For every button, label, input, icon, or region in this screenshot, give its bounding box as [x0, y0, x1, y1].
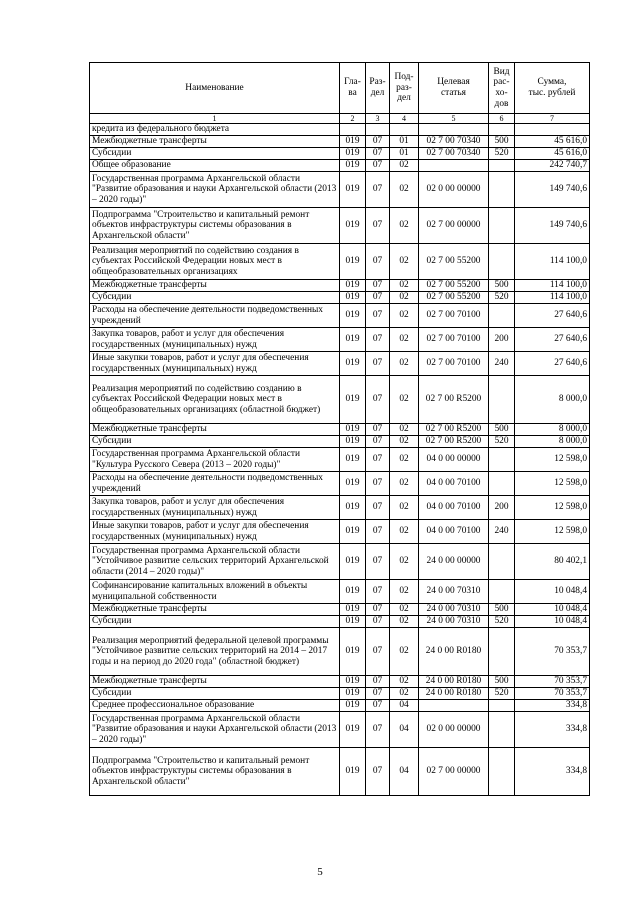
row-razdel-cell: 07	[366, 244, 390, 280]
row-podrazdel-cell: 02	[390, 520, 419, 544]
row-name-cell: Межбюджетные трансферты	[90, 136, 340, 148]
row-podrazdel-cell: 04	[390, 700, 419, 712]
column-number: 3	[366, 114, 390, 124]
table-row	[90, 136, 590, 148]
row-glava-cell: 019	[340, 328, 366, 352]
row-glava-cell: 019	[340, 352, 366, 376]
row-razdel-cell: 07	[366, 436, 390, 448]
row-razdel-cell: 07	[366, 520, 390, 544]
row-target-cell: 02 7 00 R5200	[419, 424, 489, 436]
row-razdel-cell: 07	[366, 136, 390, 148]
row-name-cell: Реализация мероприятий по содействию создания в субъектах Российской Федерации новых мест в общеобразовательных организациях	[90, 244, 340, 280]
row-razdel-cell: 07	[366, 580, 390, 604]
row-razdel-cell: 07	[366, 328, 390, 352]
row-target-cell: 02 0 00 00000	[419, 712, 489, 748]
row-vid-cell	[489, 172, 515, 208]
row-razdel-cell: 07	[366, 424, 390, 436]
row-target-cell: 02 7 00 00000	[419, 748, 489, 796]
row-sum-cell: 114 100,0	[515, 244, 590, 280]
row-name-cell: Межбюджетные трансферты	[90, 280, 340, 292]
row-vid-cell: 500	[489, 136, 515, 148]
row-sum-cell: 149 740,6	[515, 172, 590, 208]
row-glava-cell: 019	[340, 292, 366, 304]
row-vid-cell: 520	[489, 616, 515, 628]
row-podrazdel-cell: 02	[390, 628, 419, 676]
row-vid-cell	[489, 160, 515, 172]
table-row	[90, 616, 590, 628]
row-glava-cell: 019	[340, 160, 366, 172]
row-name-cell: Субсидии	[90, 292, 340, 304]
row-sum-cell: 114 100,0	[515, 292, 590, 304]
table-row	[90, 472, 590, 496]
header-sum: Сумма, тыс. рублей	[515, 63, 590, 114]
row-sum-cell: 334,8	[515, 712, 590, 748]
row-name-cell: Субсидии	[90, 688, 340, 700]
row-razdel-cell: 07	[366, 604, 390, 616]
row-podrazdel-cell: 04	[390, 748, 419, 796]
row-razdel-cell: 07	[366, 688, 390, 700]
table-row	[90, 628, 590, 676]
header-target: Целевая статья	[419, 63, 489, 114]
row-razdel-cell: 07	[366, 748, 390, 796]
row-vid-cell: 240	[489, 352, 515, 376]
row-podrazdel-cell: 02	[390, 448, 419, 472]
row-sum-cell: 334,8	[515, 700, 590, 712]
table-body	[90, 124, 590, 796]
table-row	[90, 208, 590, 244]
row-target-cell: 02 7 00 55200	[419, 244, 489, 280]
table-row	[90, 124, 590, 136]
row-razdel-cell: 07	[366, 544, 390, 580]
table-row	[90, 436, 590, 448]
row-vid-cell: 520	[489, 688, 515, 700]
row-glava-cell: 019	[340, 628, 366, 676]
column-number-row	[90, 114, 590, 124]
table-row	[90, 496, 590, 520]
row-glava-cell: 019	[340, 172, 366, 208]
row-sum-cell: 70 353,7	[515, 676, 590, 688]
row-razdel-cell: 07	[366, 280, 390, 292]
row-vid-cell	[489, 628, 515, 676]
row-name-cell: Субсидии	[90, 436, 340, 448]
row-glava-cell: 019	[340, 520, 366, 544]
row-target-cell: 02 7 00 R5200	[419, 436, 489, 448]
row-name-cell: кредита из федерального бюджета	[90, 124, 340, 136]
row-glava-cell: 019	[340, 436, 366, 448]
row-name-cell: Реализация мероприятий федеральной целевой программы "Устойчивое развитие сельских территорий на 2014 – 2017 годы и на период до 2020 года" (областной бюджет)	[90, 628, 340, 676]
row-name-cell: Реализация мероприятий по содействию созданию в субъектах Российской Федерации новых мест в общеобразовательных организациях (областной бюджет)	[90, 376, 340, 424]
row-razdel-cell: 07	[366, 208, 390, 244]
row-vid-cell	[489, 748, 515, 796]
row-podrazdel-cell: 02	[390, 280, 419, 292]
row-podrazdel-cell: 02	[390, 352, 419, 376]
row-sum-cell: 10 048,4	[515, 616, 590, 628]
row-podrazdel-cell: 02	[390, 472, 419, 496]
row-podrazdel-cell: 02	[390, 160, 419, 172]
header-podrazdel: Под- раз- дел	[390, 63, 419, 114]
row-vid-cell: 200	[489, 328, 515, 352]
row-name-cell: Государственная программа Архангельской области "Культура Русского Севера (2013 – 2020 годы)"	[90, 448, 340, 472]
row-glava-cell: 019	[340, 136, 366, 148]
row-glava-cell: 019	[340, 676, 366, 688]
row-target-cell: 04 0 00 70100	[419, 496, 489, 520]
row-target-cell: 02 7 00 70100	[419, 328, 489, 352]
row-sum-cell: 45 616,0	[515, 136, 590, 148]
row-glava-cell: 019	[340, 496, 366, 520]
row-sum-cell: 12 598,0	[515, 496, 590, 520]
row-name-cell: Общее образование	[90, 160, 340, 172]
row-target-cell	[419, 160, 489, 172]
row-glava-cell: 019	[340, 580, 366, 604]
table-row	[90, 544, 590, 580]
row-target-cell: 02 7 00 70100	[419, 304, 489, 328]
row-razdel-cell: 07	[366, 448, 390, 472]
row-podrazdel-cell	[390, 124, 419, 136]
row-razdel-cell	[366, 124, 390, 136]
row-name-cell: Субсидии	[90, 148, 340, 160]
row-sum-cell: 242 740,7	[515, 160, 590, 172]
row-target-cell: 02 7 00 70340	[419, 148, 489, 160]
table-row	[90, 148, 590, 160]
row-target-cell: 04 0 00 70100	[419, 520, 489, 544]
table-row	[90, 328, 590, 352]
table-row	[90, 700, 590, 712]
row-vid-cell: 200	[489, 496, 515, 520]
table-row	[90, 352, 590, 376]
row-razdel-cell: 07	[366, 160, 390, 172]
row-sum-cell: 8 000,0	[515, 424, 590, 436]
page-number: 5	[317, 866, 323, 878]
table-row	[90, 676, 590, 688]
budget-table	[89, 62, 590, 796]
row-name-cell: Закупка товаров, работ и услуг для обеспечения государственных (муниципальных) нужд	[90, 496, 340, 520]
row-target-cell: 24 0 00 00000	[419, 544, 489, 580]
row-name-cell: Межбюджетные трансферты	[90, 676, 340, 688]
row-target-cell: 02 0 00 00000	[419, 172, 489, 208]
row-name-cell: Межбюджетные трансферты	[90, 424, 340, 436]
row-glava-cell: 019	[340, 424, 366, 436]
row-razdel-cell: 07	[366, 676, 390, 688]
row-vid-cell: 520	[489, 148, 515, 160]
row-vid-cell: 520	[489, 292, 515, 304]
table-row	[90, 580, 590, 604]
column-number: 7	[515, 114, 590, 124]
row-name-cell: Закупка товаров, работ и услуг для обеспечения государственных (муниципальных) нужд	[90, 328, 340, 352]
row-vid-cell	[489, 244, 515, 280]
row-target-cell: 04 0 00 70100	[419, 472, 489, 496]
row-glava-cell: 019	[340, 244, 366, 280]
row-razdel-cell: 07	[366, 700, 390, 712]
table-row	[90, 748, 590, 796]
row-target-cell: 04 0 00 00000	[419, 448, 489, 472]
row-glava-cell: 019	[340, 748, 366, 796]
row-vid-cell	[489, 124, 515, 136]
row-target-cell: 02 7 00 70340	[419, 136, 489, 148]
row-podrazdel-cell: 04	[390, 712, 419, 748]
row-vid-cell: 500	[489, 424, 515, 436]
row-glava-cell: 019	[340, 712, 366, 748]
row-target-cell	[419, 700, 489, 712]
row-vid-cell	[489, 472, 515, 496]
row-sum-cell: 149 740,6	[515, 208, 590, 244]
row-target-cell: 24 0 00 R0180	[419, 628, 489, 676]
row-sum-cell: 27 640,6	[515, 352, 590, 376]
row-glava-cell: 019	[340, 304, 366, 328]
row-target-cell: 24 0 00 R0180	[419, 676, 489, 688]
table-row	[90, 712, 590, 748]
row-razdel-cell: 07	[366, 496, 390, 520]
table-row	[90, 160, 590, 172]
row-name-cell: Иные закупки товаров, работ и услуг для обеспечения государственных (муниципальных) нужд	[90, 520, 340, 544]
row-podrazdel-cell: 02	[390, 688, 419, 700]
row-vid-cell: 500	[489, 280, 515, 292]
row-vid-cell	[489, 448, 515, 472]
row-sum-cell: 114 100,0	[515, 280, 590, 292]
row-sum-cell: 8 000,0	[515, 436, 590, 448]
row-sum-cell: 334,8	[515, 748, 590, 796]
row-name-cell: Среднее профессиональное образование	[90, 700, 340, 712]
row-sum-cell: 70 353,7	[515, 628, 590, 676]
table-row	[90, 448, 590, 472]
row-razdel-cell: 07	[366, 304, 390, 328]
row-vid-cell: 240	[489, 520, 515, 544]
header-row	[90, 63, 590, 114]
row-sum-cell: 8 000,0	[515, 376, 590, 424]
table-row	[90, 292, 590, 304]
row-podrazdel-cell: 02	[390, 376, 419, 424]
row-podrazdel-cell: 01	[390, 148, 419, 160]
row-name-cell: Иные закупки товаров, работ и услуг для обеспечения государственных (муниципальных) нужд	[90, 352, 340, 376]
row-name-cell: Межбюджетные трансферты	[90, 604, 340, 616]
row-podrazdel-cell: 02	[390, 604, 419, 616]
row-glava-cell: 019	[340, 688, 366, 700]
row-podrazdel-cell: 02	[390, 172, 419, 208]
row-razdel-cell: 07	[366, 148, 390, 160]
header-razdel: Раз- дел	[366, 63, 390, 114]
row-razdel-cell: 07	[366, 172, 390, 208]
header-vid: Вид рас- хо- дов	[489, 63, 515, 114]
row-razdel-cell: 07	[366, 712, 390, 748]
row-target-cell: 24 0 00 R0180	[419, 688, 489, 700]
row-podrazdel-cell: 02	[390, 208, 419, 244]
row-glava-cell	[340, 124, 366, 136]
row-glava-cell: 019	[340, 376, 366, 424]
row-vid-cell	[489, 208, 515, 244]
row-target-cell: 02 7 00 R5200	[419, 376, 489, 424]
header-name: Наименование	[90, 63, 340, 114]
row-name-cell: Субсидии	[90, 616, 340, 628]
row-glava-cell: 019	[340, 148, 366, 160]
row-glava-cell: 019	[340, 700, 366, 712]
row-podrazdel-cell: 02	[390, 436, 419, 448]
row-podrazdel-cell: 02	[390, 244, 419, 280]
table-row	[90, 172, 590, 208]
row-name-cell: Государственная программа Архангельской области "Развитие образования и науки Архангельской области (2013 – 2020 годы)"	[90, 712, 340, 748]
row-vid-cell	[489, 376, 515, 424]
row-podrazdel-cell: 02	[390, 580, 419, 604]
row-podrazdel-cell: 01	[390, 136, 419, 148]
row-glava-cell: 019	[340, 544, 366, 580]
row-podrazdel-cell: 02	[390, 496, 419, 520]
row-sum-cell: 10 048,4	[515, 604, 590, 616]
column-number: 6	[489, 114, 515, 124]
row-target-cell: 02 7 00 00000	[419, 208, 489, 244]
row-glava-cell: 019	[340, 604, 366, 616]
row-target-cell: 24 0 00 70310	[419, 580, 489, 604]
row-sum-cell: 45 616,0	[515, 148, 590, 160]
row-target-cell: 24 0 00 70310	[419, 604, 489, 616]
row-name-cell: Государственная программа Архангельской области "Устойчивое развитие сельских территорий Архангельской области (2014 – 2020 годы)"	[90, 544, 340, 580]
table-row	[90, 604, 590, 616]
row-glava-cell: 019	[340, 472, 366, 496]
column-number: 1	[90, 114, 340, 124]
row-vid-cell: 520	[489, 436, 515, 448]
table-row	[90, 244, 590, 280]
row-podrazdel-cell: 02	[390, 304, 419, 328]
row-name-cell: Расходы на обеспечение деятельности подведомственных учреждений	[90, 472, 340, 496]
table-row	[90, 280, 590, 292]
table-row	[90, 304, 590, 328]
row-glava-cell: 019	[340, 448, 366, 472]
row-sum-cell: 12 598,0	[515, 520, 590, 544]
column-number: 4	[390, 114, 419, 124]
table-row	[90, 376, 590, 424]
row-vid-cell	[489, 580, 515, 604]
row-vid-cell: 500	[489, 676, 515, 688]
row-target-cell	[419, 124, 489, 136]
row-sum-cell: 10 048,4	[515, 580, 590, 604]
row-podrazdel-cell: 02	[390, 544, 419, 580]
row-vid-cell	[489, 712, 515, 748]
row-razdel-cell: 07	[366, 292, 390, 304]
row-sum-cell: 27 640,6	[515, 328, 590, 352]
row-razdel-cell: 07	[366, 376, 390, 424]
row-name-cell: Подпрограмма "Строительство и капитальный ремонт объектов инфраструктуры системы образования в Архангельской области"	[90, 208, 340, 244]
table-row	[90, 424, 590, 436]
row-vid-cell	[489, 544, 515, 580]
row-target-cell: 02 7 00 55200	[419, 280, 489, 292]
row-name-cell: Подпрограмма "Строительство и капитальный ремонт объектов инфраструктуры системы образования в Архангельской области"	[90, 748, 340, 796]
row-razdel-cell: 07	[366, 352, 390, 376]
row-sum-cell: 12 598,0	[515, 448, 590, 472]
row-razdel-cell: 07	[366, 616, 390, 628]
row-glava-cell: 019	[340, 280, 366, 292]
row-name-cell: Софинансирование капитальных вложений в объекты муниципальной собственности	[90, 580, 340, 604]
row-target-cell: 02 7 00 70100	[419, 352, 489, 376]
row-name-cell: Государственная программа Архангельской области "Развитие образования и науки Архангельской области (2013 – 2020 годы)"	[90, 172, 340, 208]
row-podrazdel-cell: 02	[390, 328, 419, 352]
header-glava: Гла- ва	[340, 63, 366, 114]
row-podrazdel-cell: 02	[390, 292, 419, 304]
row-razdel-cell: 07	[366, 628, 390, 676]
table-row	[90, 688, 590, 700]
row-sum-cell: 80 402,1	[515, 544, 590, 580]
row-vid-cell: 500	[489, 604, 515, 616]
row-podrazdel-cell: 02	[390, 424, 419, 436]
row-vid-cell	[489, 700, 515, 712]
column-number: 2	[340, 114, 366, 124]
row-podrazdel-cell: 02	[390, 676, 419, 688]
row-sum-cell: 27 640,6	[515, 304, 590, 328]
table-row	[90, 520, 590, 544]
row-glava-cell: 019	[340, 208, 366, 244]
row-target-cell: 02 7 00 55200	[419, 292, 489, 304]
row-glava-cell: 019	[340, 616, 366, 628]
row-razdel-cell: 07	[366, 472, 390, 496]
row-vid-cell	[489, 304, 515, 328]
row-podrazdel-cell: 02	[390, 616, 419, 628]
row-sum-cell: 12 598,0	[515, 472, 590, 496]
row-target-cell: 24 0 00 70310	[419, 616, 489, 628]
column-number: 5	[419, 114, 489, 124]
row-sum-cell	[515, 124, 590, 136]
row-name-cell: Расходы на обеспечение деятельности подведомственных учреждений	[90, 304, 340, 328]
row-sum-cell: 70 353,7	[515, 688, 590, 700]
